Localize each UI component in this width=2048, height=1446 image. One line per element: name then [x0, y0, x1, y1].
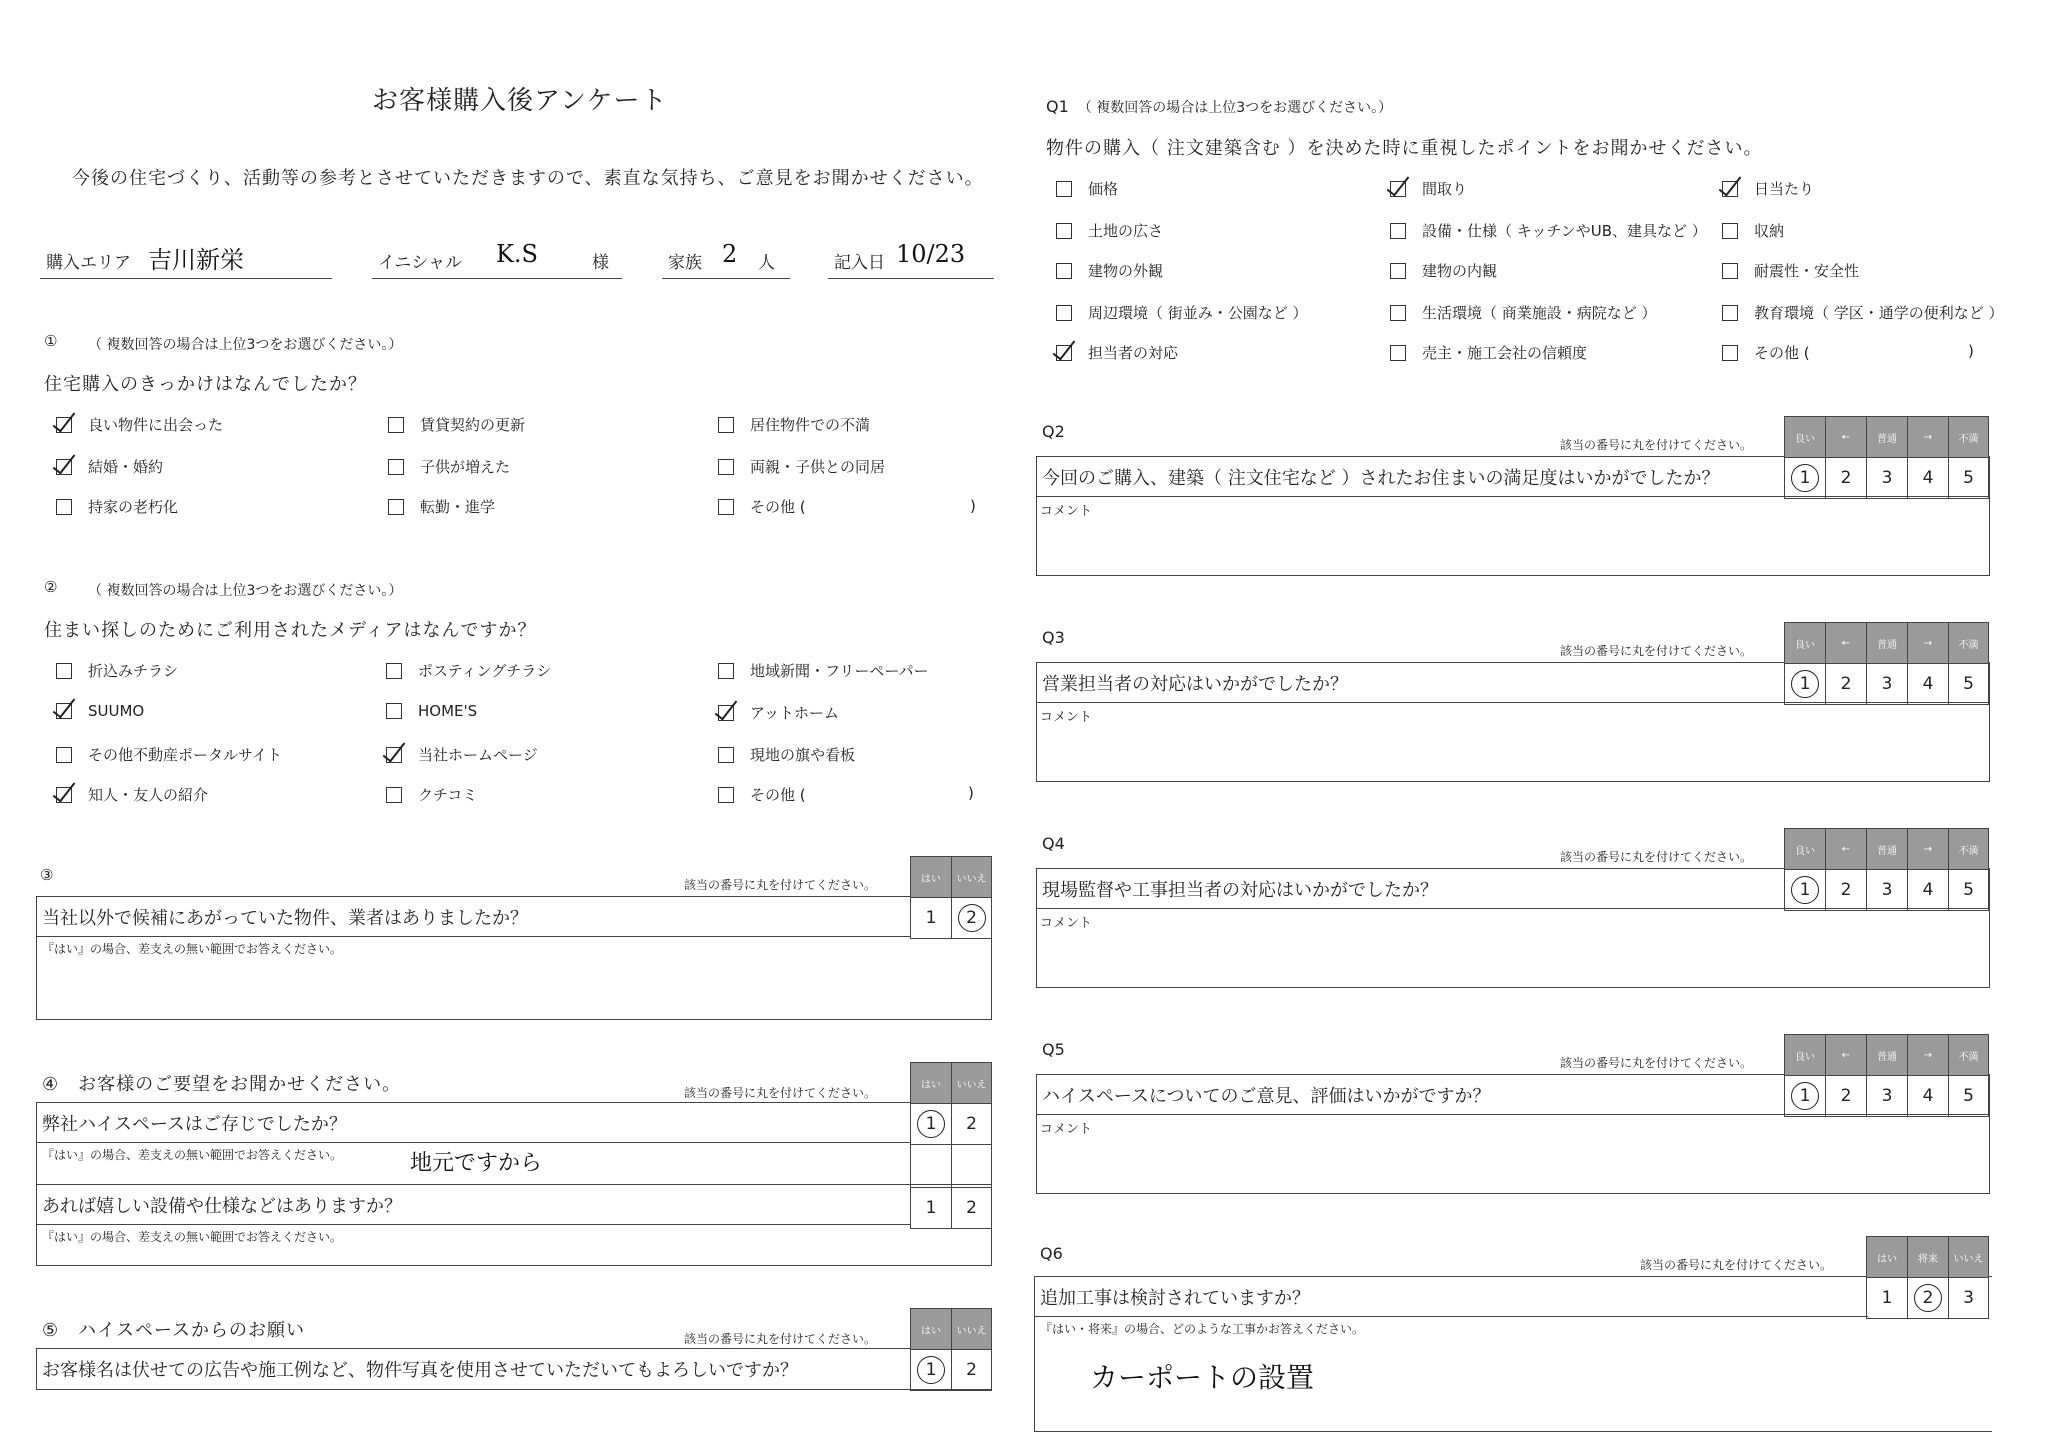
rq6-question: 追加工事は検討されていますか？ — [1040, 1288, 1310, 1309]
r_q3-scale-header: 普通 — [1867, 622, 1907, 663]
rq1-note: （ 複数回答の場合は上位3つをお選びください。） — [1084, 100, 1393, 116]
rq1-option-label: 土地の広さ — [1088, 222, 1164, 240]
r_q5-comment-label: コメント — [1040, 1122, 1093, 1137]
rq1-checkbox[interactable] — [1056, 223, 1072, 239]
rq1-title: 物件の購入（ 注文建築含む ）を決めた時に重視したポイントをお聞かせください。 — [1046, 138, 1763, 159]
rq1-option[interactable] — [1722, 302, 2004, 323]
q2-option-label: 当社ホームページ — [418, 746, 538, 764]
family-underline — [662, 278, 790, 279]
q3-hdr-no: いいえ — [952, 856, 991, 897]
r_q4-scale-header: 普通 — [1867, 828, 1907, 869]
q2-number: ② — [44, 578, 58, 596]
family-suffix: 人 — [758, 253, 775, 273]
q4-yes-note-1: 『はい』の場合、差支えの無い範囲でお答えください。 — [42, 1148, 343, 1162]
r_q4-scale-option[interactable]: 4 — [1908, 869, 1948, 911]
q1-checkbox[interactable] — [56, 459, 72, 475]
rq1-checkbox[interactable] — [1390, 263, 1406, 279]
rq1-option[interactable] — [1056, 220, 1163, 241]
initial-underline — [372, 278, 622, 279]
r_q5-scale-option[interactable]: 5 — [1949, 1075, 1988, 1117]
r_q3-question: 営業担当者の対応はいかがでしたか？ — [1042, 674, 1348, 695]
q2-option-label: 現地の旗や看板 — [750, 746, 856, 764]
q2-checkbox[interactable] — [386, 663, 402, 679]
rq1-checkbox[interactable] — [1056, 305, 1072, 321]
r_q3-scale-option[interactable]: 3 — [1867, 663, 1907, 705]
q4-row-line-1 — [36, 1142, 910, 1143]
q1-option-label: 賃貸契約の更新 — [420, 416, 526, 434]
rq1-option[interactable] — [1722, 260, 1859, 281]
r_q5-scale-option[interactable]: 4 — [1908, 1075, 1948, 1117]
q5-circle-note: 該当の番号に丸を付けてください。 — [684, 1332, 877, 1346]
q2-checkbox[interactable] — [386, 787, 402, 803]
rq6-hdr-future: 将来 — [1908, 1236, 1948, 1277]
q4-hdr-yes: はい — [911, 1062, 951, 1103]
r_q5-scale-grid — [1784, 1034, 1989, 1117]
q2-option[interactable] — [56, 660, 178, 681]
q2-checkbox[interactable] — [718, 787, 734, 803]
q3-opt-1[interactable]: 1 — [911, 897, 951, 939]
r_q2-scale-header: 不満 — [1949, 416, 1988, 457]
q3-answer-grid — [910, 856, 992, 939]
q1-option-label: 持家の老朽化 — [88, 498, 179, 516]
q1-option-label: 両親・子供との同居 — [750, 458, 886, 476]
rq1-option[interactable] — [1390, 220, 1707, 241]
rq6-note: 『はい・将来』の場合、どのような工事かお答えください。 — [1040, 1322, 1365, 1336]
rq6-hdr-yes: はい — [1867, 1236, 1907, 1277]
r_q4-scale-option[interactable]: 1 — [1785, 869, 1825, 911]
q4-q1-opt-1[interactable]: 1 — [911, 1103, 951, 1145]
q3-row-line — [36, 936, 910, 937]
rq1-checkbox[interactable] — [1390, 223, 1406, 239]
r_q3-scale-option[interactable]: 1 — [1785, 663, 1825, 705]
rq6-comment: カーポートの設置 — [1090, 1361, 1315, 1394]
rq1-option[interactable] — [1390, 342, 1587, 363]
q2-checkbox[interactable] — [718, 663, 734, 679]
rq1-checkbox[interactable] — [1056, 263, 1072, 279]
rq1-option[interactable] — [1056, 260, 1163, 281]
area-label: 購入エリア — [46, 253, 131, 273]
rq6-opt-2[interactable]: 2 — [1908, 1277, 1948, 1319]
q1-title: 住宅購入のきっかけはなんでしたか？ — [44, 374, 367, 395]
r_q3-scale-option[interactable]: 5 — [1949, 663, 1988, 705]
q2-option-label: その他 ( — [750, 786, 806, 804]
r_q2-circle-note: 該当の番号に丸を付けてください。 — [1560, 438, 1753, 452]
q2-option-label: その他不動産ポータルサイト — [88, 746, 282, 764]
q1-option-label: 居住物件での不満 — [750, 416, 871, 434]
q1-option[interactable] — [56, 414, 223, 435]
q2-option[interactable] — [718, 702, 839, 723]
q4-q1-opt-2[interactable]: 2 — [952, 1103, 991, 1145]
q2-checkbox[interactable] — [56, 663, 72, 679]
q3-circle-note: 該当の番号に丸を付けてください。 — [684, 878, 877, 892]
rq1-option[interactable] — [1390, 178, 1467, 199]
q3-question: 当社以外で候補にあがっていた物件、業者はありましたか？ — [42, 908, 528, 929]
q2-option[interactable] — [718, 784, 806, 805]
rq1-option[interactable] — [1722, 178, 1814, 199]
r_q2-scale-header: → — [1908, 416, 1948, 457]
rq1-checkbox[interactable] — [1390, 345, 1406, 361]
rq1-checkbox[interactable] — [1722, 263, 1738, 279]
q2-option[interactable] — [386, 784, 477, 805]
r_q5-scale-header: 普通 — [1867, 1034, 1907, 1075]
r_q2-scale-grid — [1784, 416, 1989, 499]
q2-checkbox[interactable] — [56, 703, 72, 719]
q1-option[interactable] — [388, 496, 495, 517]
rq6-row-line — [1034, 1316, 1868, 1317]
r_q4-scale-option[interactable]: 3 — [1867, 869, 1907, 911]
q1-option[interactable] — [718, 496, 806, 517]
q5-opt-2[interactable]: 2 — [952, 1349, 991, 1391]
q2-checkbox[interactable] — [56, 787, 72, 803]
initial-suffix: 様 — [592, 253, 609, 273]
q2-option-label: HOME'S — [418, 702, 478, 720]
r_q5-scale-header: ← — [1826, 1034, 1866, 1075]
q5-hdr-no: いいえ — [952, 1308, 991, 1349]
r_q5-circle-note: 該当の番号に丸を付けてください。 — [1560, 1056, 1753, 1070]
q1-option[interactable] — [56, 496, 178, 517]
q4-number: ④ — [42, 1074, 60, 1095]
r_q2-scale-header: 普通 — [1867, 416, 1907, 457]
q1-checkbox[interactable] — [56, 499, 72, 515]
rq1-option[interactable] — [1056, 178, 1118, 199]
q1-option[interactable] — [56, 456, 163, 477]
rq1-option-label: 周辺環境（ 街並み・公園など ） — [1088, 304, 1308, 322]
q1-checkbox[interactable] — [718, 499, 734, 515]
rq1-checkbox[interactable] — [1722, 223, 1738, 239]
rq1-option[interactable] — [1722, 220, 1784, 241]
q1-option[interactable] — [388, 456, 510, 477]
q5-opt-1[interactable]: 1 — [911, 1349, 951, 1391]
q3-yes-note: 『はい』の場合、差支えの無い範囲でお答えください。 — [42, 942, 343, 956]
area-value: 吉川新栄 — [148, 246, 244, 274]
q2-option-label: ポスティングチラシ — [418, 662, 552, 680]
r_q2-scale-option[interactable]: 2 — [1826, 457, 1866, 499]
page-title: お客様購入後アンケート — [372, 86, 668, 116]
rq6-answer-grid — [1866, 1236, 1989, 1319]
r_q3-scale-header: 良い — [1785, 622, 1825, 663]
rq6-opt-3[interactable]: 3 — [1949, 1277, 1988, 1319]
q1-option-label: 結婚・婚約 — [88, 458, 164, 476]
q1-multi-note: （ 複数回答の場合は上位3つをお選びください。） — [88, 337, 403, 353]
rq1-option[interactable] — [1722, 342, 1810, 363]
q1-option-label: 良い物件に出会った — [88, 416, 224, 434]
q1-checkbox[interactable] — [388, 499, 404, 515]
rq1-checkbox[interactable] — [1722, 181, 1738, 197]
q3-hdr-yes: はい — [911, 856, 951, 897]
r_q2-scale-option[interactable]: 1 — [1785, 457, 1825, 499]
date-label: 記入日 — [834, 253, 885, 273]
rq1-option-label: 設備・仕様（ キッチンやUB、建具など ） — [1422, 222, 1707, 240]
r_q3-scale-option[interactable]: 2 — [1826, 663, 1866, 705]
rq1-option[interactable] — [1390, 260, 1497, 281]
rq6-hdr-no: いいえ — [1949, 1236, 1988, 1277]
area-underline — [40, 278, 332, 279]
q2-option[interactable] — [718, 660, 929, 681]
r_q5-scale-header: 不満 — [1949, 1034, 1988, 1075]
q1-option[interactable] — [718, 456, 885, 477]
initial-value: K.S — [496, 240, 538, 268]
q2-title: 住まい探しのためにご利用されたメディアはなんですか？ — [44, 620, 537, 641]
r_q5-scale-option[interactable]: 1 — [1785, 1075, 1825, 1117]
q2-option[interactable] — [386, 702, 477, 720]
q4-title: お客様のご要望をお聞かせください。 — [78, 1074, 402, 1095]
q1-other-close: ) — [970, 497, 976, 515]
q2-option-label: クチコミ — [418, 786, 478, 804]
date-value: 10/23 — [896, 240, 966, 268]
q2-checkbox[interactable] — [56, 747, 72, 763]
r_q4-scale-option[interactable]: 5 — [1949, 869, 1988, 911]
q2-option-label: 地域新聞・フリーペーパー — [750, 662, 929, 680]
q2-option-label: 知人・友人の紹介 — [88, 786, 209, 804]
q2-other-close: ) — [968, 784, 974, 802]
q1-option-label: その他 ( — [750, 498, 806, 516]
q2-multi-note: （ 複数回答の場合は上位3つをお選びください。） — [88, 583, 403, 599]
rq1-option-label: その他 ( — [1754, 344, 1810, 362]
r_q2-scale-option[interactable]: 5 — [1949, 457, 1988, 499]
q4-row-line-3 — [36, 1224, 910, 1225]
rq1-option-label: 教育環境（ 学区・通学の便利など ） — [1754, 304, 2004, 322]
r_q5-number: Q5 — [1042, 1040, 1065, 1059]
r_q4-question: 現場監督や工事担当者の対応はいかがでしたか？ — [1042, 880, 1438, 901]
r_q4-comment-label: コメント — [1040, 916, 1093, 931]
r_q4-scale-header: 不満 — [1949, 828, 1988, 869]
q1-option[interactable] — [388, 414, 525, 435]
r_q5-scale-header: 良い — [1785, 1034, 1825, 1075]
q5-hdr-yes: はい — [911, 1308, 951, 1349]
rq1-checkbox[interactable] — [1722, 305, 1738, 321]
q4-title-row — [42, 1070, 401, 1096]
r_q3-scale-option[interactable]: 4 — [1908, 663, 1948, 705]
q2-option-label: 折込みチラシ — [88, 662, 179, 680]
intro-text: 今後の住宅づくり、活動等の参考とさせていただきますので、素直な気持ち、ご意見をお聞かせください。 — [72, 168, 984, 189]
rq1-other-close: ) — [1968, 342, 1974, 360]
q4-yes-note-2: 『はい』の場合、差支えの無い範囲でお答えください。 — [42, 1230, 343, 1244]
rq1-option-label: 収納 — [1754, 222, 1785, 240]
q2-checkbox[interactable] — [386, 747, 402, 763]
family-label: 家族 — [668, 253, 702, 273]
q2-option[interactable] — [386, 660, 551, 681]
rq1-option-label: 間取り — [1422, 180, 1468, 198]
q2-checkbox[interactable] — [386, 703, 402, 719]
r_q4-circle-note: 該当の番号に丸を付けてください。 — [1560, 850, 1753, 864]
q5-title-row — [42, 1316, 305, 1342]
q5-title: ハイスペースからのお願い — [78, 1320, 306, 1341]
r_q3-comment-label: コメント — [1040, 710, 1093, 725]
q1-checkbox[interactable] — [388, 459, 404, 475]
rq1-option[interactable] — [1390, 302, 1657, 323]
rq1-option-label: 日当たり — [1754, 180, 1815, 198]
q4-hdr-no: いいえ — [952, 1062, 991, 1103]
q5-answer-grid — [910, 1308, 992, 1391]
r_q2-scale-option[interactable]: 4 — [1908, 457, 1948, 499]
r_q4-scale-header: ← — [1826, 828, 1866, 869]
rq1-option-label: 耐震性・安全性 — [1754, 262, 1860, 280]
q1-option[interactable] — [718, 414, 870, 435]
r_q3-scale-header: → — [1908, 622, 1948, 663]
r_q2-question: 今回のご購入、建築（ 注文住宅など ）されたお住まいの満足度はいかがでしたか？ — [1042, 468, 1720, 489]
q4-question-1: 弊社ハイスペースはご存じでしたか？ — [42, 1114, 347, 1135]
rq1-option-label: 生活環境（ 商業施設・病院など ） — [1422, 304, 1657, 322]
q2-option[interactable] — [718, 744, 855, 765]
q2-option-label: SUUMO — [88, 702, 145, 720]
q2-checkbox[interactable] — [718, 705, 734, 721]
r_q2-scale-header: ← — [1826, 416, 1866, 457]
r_q4-scale-header: 良い — [1785, 828, 1825, 869]
r_q4-scale-header: → — [1908, 828, 1948, 869]
rq1-checkbox[interactable] — [1390, 305, 1406, 321]
rq1-option[interactable] — [1056, 302, 1308, 323]
r_q3-number: Q3 — [1042, 628, 1065, 647]
r_q4-scale-option[interactable]: 2 — [1826, 869, 1866, 911]
r_q5-scale-option[interactable]: 2 — [1826, 1075, 1866, 1117]
r_q3-scale-header: 不満 — [1949, 622, 1988, 663]
q1-number: ① — [44, 332, 58, 350]
q4-answer-grid — [910, 1062, 992, 1229]
rq1-row — [1046, 94, 1392, 117]
family-value: 2 — [722, 240, 738, 268]
rq1-checkbox[interactable] — [1722, 345, 1738, 361]
r_q5-scale-option[interactable]: 3 — [1867, 1075, 1907, 1117]
q1-option-label: 子供が増えた — [420, 458, 511, 476]
q1-checkbox[interactable] — [388, 417, 404, 433]
rq6-opt-1[interactable]: 1 — [1867, 1277, 1907, 1319]
rq1-option-label: 価格 — [1088, 180, 1119, 198]
rq1-number: Q1 — [1046, 97, 1069, 116]
r_q2-scale-header: 良い — [1785, 416, 1825, 457]
rq1-option-label: 建物の外観 — [1088, 262, 1164, 280]
rq6-circle-note: 該当の番号に丸を付けてください。 — [1640, 1258, 1833, 1272]
rq1-checkbox[interactable] — [1390, 181, 1406, 197]
q4-question-2: あれば嬉しい設備や仕様などはありますか？ — [42, 1196, 402, 1217]
r_q5-question: ハイスペースについてのご意見、評価はいかがですか？ — [1042, 1086, 1491, 1107]
q1-option-label: 転勤・進学 — [420, 498, 496, 516]
r_q5-scale-header: → — [1908, 1034, 1948, 1075]
q1-checkbox[interactable] — [718, 459, 734, 475]
rq1-option-label: 売主・施工会社の信頼度 — [1422, 344, 1588, 362]
q1-checkbox[interactable] — [56, 417, 72, 433]
rq1-option-label: 担当者の対応 — [1088, 344, 1179, 362]
q5-number: ⑤ — [42, 1320, 60, 1341]
rq1-option[interactable] — [1056, 342, 1178, 363]
r_q3-scale-grid — [1784, 622, 1989, 705]
r_q4-scale-grid — [1784, 828, 1989, 911]
initial-label: イニシャル — [378, 253, 462, 273]
r_q2-scale-option[interactable]: 3 — [1867, 457, 1907, 499]
rq6-number: Q6 — [1040, 1244, 1063, 1263]
q1-checkbox[interactable] — [718, 417, 734, 433]
rq1-checkbox[interactable] — [1056, 181, 1072, 197]
rq1-option-label: 建物の内観 — [1422, 262, 1498, 280]
r_q4-number: Q4 — [1042, 834, 1065, 853]
r_q2-number: Q2 — [1042, 422, 1065, 441]
q4-q2-opt-1[interactable]: 1 — [911, 1187, 951, 1229]
q2-option[interactable] — [56, 702, 144, 720]
q3-number: ③ — [40, 866, 54, 884]
q4-q2-opt-2[interactable]: 2 — [952, 1187, 991, 1229]
q2-checkbox[interactable] — [718, 747, 734, 763]
q2-option[interactable] — [56, 744, 282, 765]
q3-opt-2[interactable]: 2 — [952, 897, 991, 939]
date-underline — [828, 278, 994, 279]
q5-question: お客様名は伏せての広告や施工例など、物件写真を使用させていただいてもよろしいですか？ — [42, 1360, 798, 1381]
q4-circle-note: 該当の番号に丸を付けてください。 — [684, 1086, 877, 1100]
q2-option[interactable] — [386, 744, 538, 765]
r_q3-scale-header: ← — [1826, 622, 1866, 663]
q2-option-label: アットホーム — [750, 704, 839, 722]
r_q3-circle-note: 該当の番号に丸を付けてください。 — [1560, 644, 1753, 658]
q2-option[interactable] — [56, 784, 208, 805]
r_q2-comment-label: コメント — [1040, 504, 1093, 519]
rq1-checkbox[interactable] — [1056, 345, 1072, 361]
q4-comment-1: 地元ですから — [410, 1151, 543, 1176]
q4-row-line-2 — [36, 1184, 992, 1185]
